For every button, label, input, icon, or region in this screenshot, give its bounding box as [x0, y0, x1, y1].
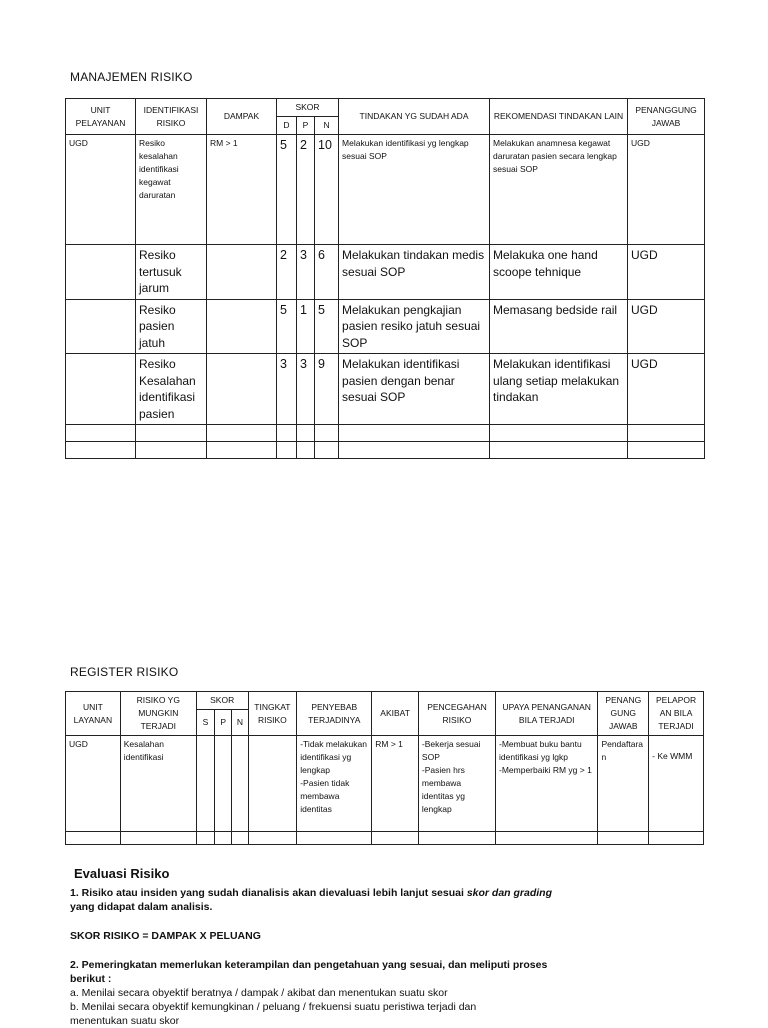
cell-p: 2: [297, 135, 315, 245]
cell-unit: [66, 299, 136, 354]
cell-dampak: [207, 245, 277, 300]
empty-row: [66, 442, 705, 459]
header-s: S: [196, 710, 214, 736]
table-row: [66, 736, 704, 832]
cell-n: 9: [315, 354, 339, 425]
cell-rekomendasi: Melakukan identifikasi ulang setiap melakukan tindakan: [490, 354, 628, 425]
header-upaya: UPAYA PENANGANAN BILA TERJADI: [496, 692, 598, 736]
cell-pj: UGD: [628, 245, 705, 300]
manajemen-title: MANAJEMEN RISIKO: [70, 70, 193, 84]
cell-p: 1: [297, 299, 315, 354]
header-skor: SKOR: [196, 692, 248, 710]
cell-tindakan: Melakukan tindakan medis sesuai SOP: [339, 245, 490, 300]
cell-p: 3: [297, 354, 315, 425]
header-dampak: DAMPAK: [207, 99, 277, 135]
cell-p: [215, 736, 232, 832]
cell-unit: UGD: [66, 135, 136, 245]
header-tindakan: TINDAKAN YG SUDAH ADA: [339, 99, 490, 135]
cell-pj: UGD: [628, 135, 705, 245]
cell-pj: Pendaftaran: [598, 736, 649, 832]
cell-tingkat: [248, 736, 297, 832]
cell-upaya: -Membuat buku bantu identifikasi yg lgkp -Memperbaiki RM yg > 1: [496, 736, 598, 832]
evaluasi-p1-end: yang didapat dalam analisis.: [70, 901, 213, 913]
cell-pencegahan: -Bekerja sesuai SOP -Pasien hrs membawa identitas yg lengkap: [418, 736, 495, 832]
cell-n: 10: [315, 135, 339, 245]
cell-d: 5: [277, 299, 297, 354]
cell-risiko: Resiko pasien jatuh: [136, 299, 207, 354]
evaluasi-point-1: [70, 886, 670, 914]
cell-risiko: Resiko tertusuk jarum: [136, 245, 207, 300]
evaluasi-title: Evaluasi Risiko: [74, 866, 170, 881]
cell-unit: [66, 245, 136, 300]
cell-risiko: Resiko kesalahan identifikasi kegawat daruratan: [136, 135, 207, 245]
header-penanggung-jawab: PENANGGUNG JAWAB: [628, 99, 705, 135]
header-n: N: [315, 117, 339, 135]
header-risiko-mungkin: RISIKO YG MUNGKIN TERJADI: [120, 692, 196, 736]
header-p: P: [297, 117, 315, 135]
cell-pj: UGD: [628, 299, 705, 354]
cell-rekomendasi: Melakukan anamnesa kegawat daruratan pasien secara lengkap sesuai SOP: [490, 135, 628, 245]
evaluasi-item-a: a. Menilai secara obyektif beratnya / dampak / akibat dan menentukan suatu skor: [70, 987, 448, 999]
evaluasi-formula: SKOR RISIKO = DAMPAK X PELUANG: [70, 930, 261, 942]
header-n: N: [232, 710, 248, 736]
cell-pelapor: - Ke WMM: [649, 736, 704, 832]
cell-n: [232, 736, 248, 832]
cell-risiko: Resiko Kesalahan identifikasi pasien: [136, 354, 207, 425]
cell-dampak: [207, 354, 277, 425]
header-akibat: AKIBAT: [372, 692, 419, 736]
header-p: P: [215, 710, 232, 736]
cell-dampak: RM > 1: [207, 135, 277, 245]
header-unit-pelayanan: UNIT PELAYANAN: [66, 99, 136, 135]
cell-risiko: Kesalahan identifikasi: [120, 736, 196, 832]
cell-unit: [66, 354, 136, 425]
cell-d: 2: [277, 245, 297, 300]
header-pelaporan: PELAPOR AN BILA TERJADI: [649, 692, 704, 736]
evaluasi-p1-emphasis: skor dan grading: [466, 887, 552, 899]
header-unit-layanan: UNIT LAYANAN: [66, 692, 121, 736]
header-penyebab: PENYEBAB TERJADINYA: [297, 692, 372, 736]
cell-tindakan: Melakukan identifikasi pasien dengan benar sesuai SOP: [339, 354, 490, 425]
cell-penyebab: -Tidak melakukan identifikasi yg lengkap -Pasien tidak membawa identitas: [297, 736, 372, 832]
empty-row: [66, 425, 705, 442]
cell-n: 6: [315, 245, 339, 300]
cell-tindakan: Melakukan identifikasi yg lengkap sesuai SOP: [339, 135, 490, 245]
header-identifikasi-risiko: IDENTIFIKASI RISIKO: [136, 99, 207, 135]
evaluasi-point-2: 2. Pemeringkatan memerlukan keterampilan dan pengetahuan yang sesuai, dan meliputi proses berikut :: [70, 959, 548, 985]
header-tingkat-risiko: TINGKAT RISIKO: [248, 692, 297, 736]
table-row: [66, 135, 705, 245]
register-table: [65, 691, 704, 845]
table-row: [66, 299, 705, 354]
cell-n: 5: [315, 299, 339, 354]
header-pencegahan: PENCEGAHAN RISIKO: [418, 692, 495, 736]
table-row: [66, 354, 705, 425]
register-title: REGISTER RISIKO: [70, 665, 179, 679]
header-penanggung-jawab: PENANG GUNG JAWAB: [598, 692, 649, 736]
cell-d: 3: [277, 354, 297, 425]
cell-dampak: [207, 299, 277, 354]
cell-pj: UGD: [628, 354, 705, 425]
cell-unit: UGD: [66, 736, 121, 832]
table-row: [66, 245, 705, 300]
evaluasi-p1-text: 1. Risiko atau insiden yang sudah dianalisis akan dievaluasi lebih lanjut sesuai: [70, 887, 467, 899]
cell-d: 5: [277, 135, 297, 245]
header-skor: SKOR: [277, 99, 339, 117]
empty-row: [66, 832, 704, 845]
header-d: D: [277, 117, 297, 135]
cell-rekomendasi: Melakuka one hand scoope tehnique: [490, 245, 628, 300]
cell-akibat: RM > 1: [372, 736, 419, 832]
cell-s: [196, 736, 214, 832]
evaluasi-item-b: b. Menilai secara obyektif kemungkinan / peluang / frekuensi suatu peristiwa terjadi dan menentukan suatu skor: [70, 1001, 477, 1027]
manajemen-table: [65, 98, 705, 459]
cell-tindakan: Melakukan pengkajian pasien resiko jatuh sesuai SOP: [339, 299, 490, 354]
cell-rekomendasi: Memasang bedside rail: [490, 299, 628, 354]
cell-p: 3: [297, 245, 315, 300]
header-rekomendasi: REKOMENDASI TINDAKAN LAIN: [490, 99, 628, 135]
